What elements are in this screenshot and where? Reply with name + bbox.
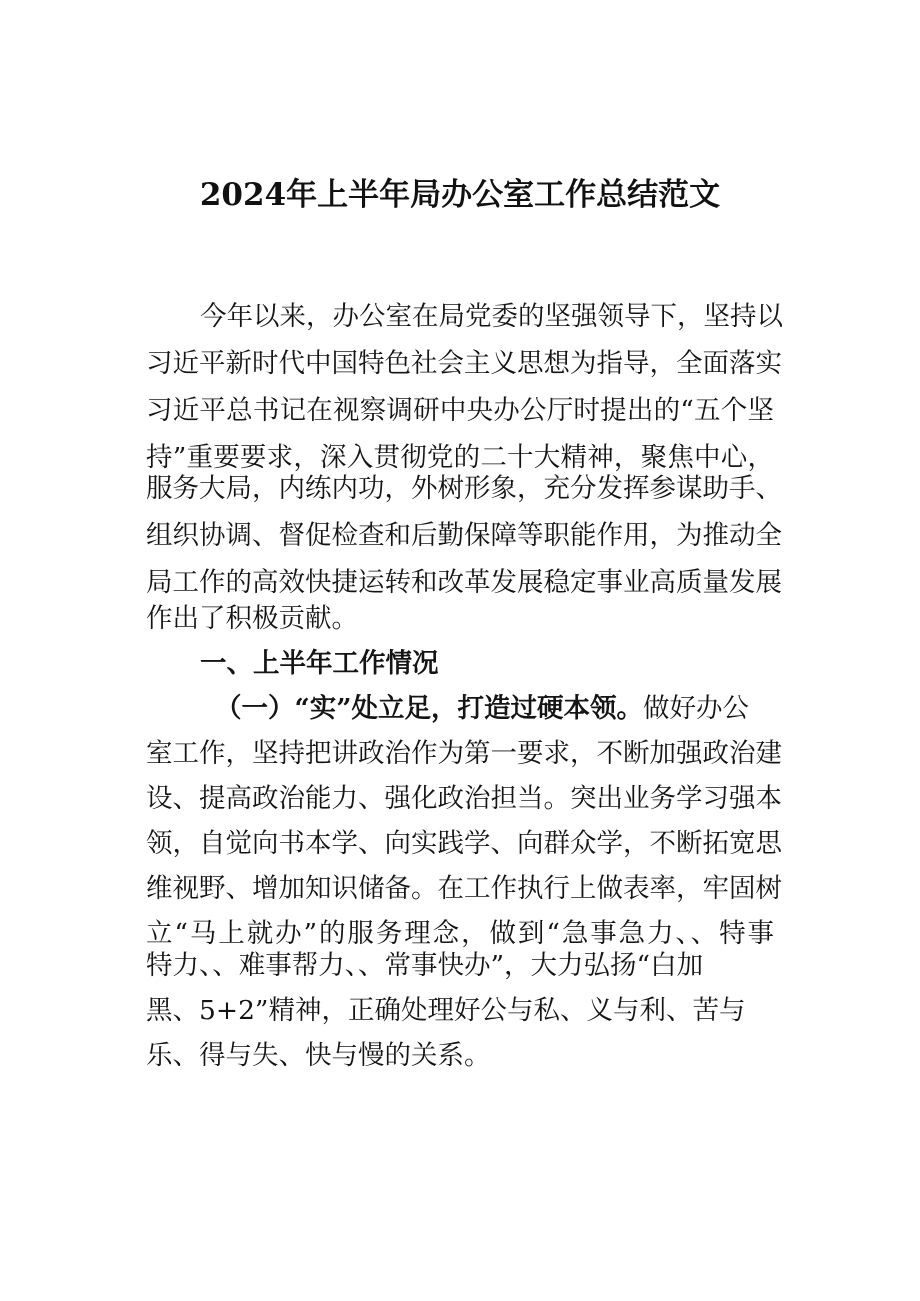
document-title: 2024年上半年局办公室工作总结范文 xyxy=(199,177,721,213)
intro-line: 组织协调、督促检查和后勤保障等职能作用，为推动全 xyxy=(146,520,782,551)
subsection-line: 黑、5+2”精神，正确处理好公与私、义与利、苦与 xyxy=(146,995,746,1026)
subsection-line: 维视野、增加知识储备。在工作执行上做表率，牢固树 xyxy=(146,873,782,904)
subsection-line: 领，自觉向书本学、向实践学、向群众学，不断拓宽思 xyxy=(146,828,782,859)
intro-line: 作出了积极贡献。 xyxy=(146,603,358,634)
intro-line: 持”重要要求，深入贯彻党的二十大精神，聚焦中心， xyxy=(146,442,774,473)
section-heading: 一、上半年工作情况 xyxy=(200,648,439,679)
subsection-first-line-rest: 做好办公 xyxy=(643,693,749,724)
subsection-first-line xyxy=(215,686,749,732)
intro-line: 习近平总书记在视察调研中央办公厅时提出的“五个坚 xyxy=(146,395,774,426)
intro-line: 服务大局，内练内功，外树形象，充分发挥参谋助手、 xyxy=(146,473,782,504)
subsection-line: 立“马上就办”的服务理念，做到“急事急力、、特事 xyxy=(146,918,774,949)
subsection-line: 乐、得与失、快与慢的关系。 xyxy=(146,1040,491,1071)
intro-line: 习近平新时代中国特色社会主义思想为指导，全面落实 xyxy=(146,348,782,379)
subsection-line: 设、提高政治能力、强化政治担当。突出业务学习强本 xyxy=(146,783,782,814)
intro-line: 今年以来，办公室在局党委的坚强领导下，坚持以 xyxy=(200,301,783,332)
subsection-line: 室工作，坚持把讲政治作为第一要求，不断加强政治建 xyxy=(146,738,782,769)
subsection-heading: （一）“实”处立足，打造过硬本领。 xyxy=(215,693,643,724)
subsection-line: 特力、、难事帮力、、常事快办”，大力弘扬“白加 xyxy=(146,950,704,981)
intro-line: 局工作的高效快捷运转和改革发展稳定事业高质量发展 xyxy=(146,567,782,598)
